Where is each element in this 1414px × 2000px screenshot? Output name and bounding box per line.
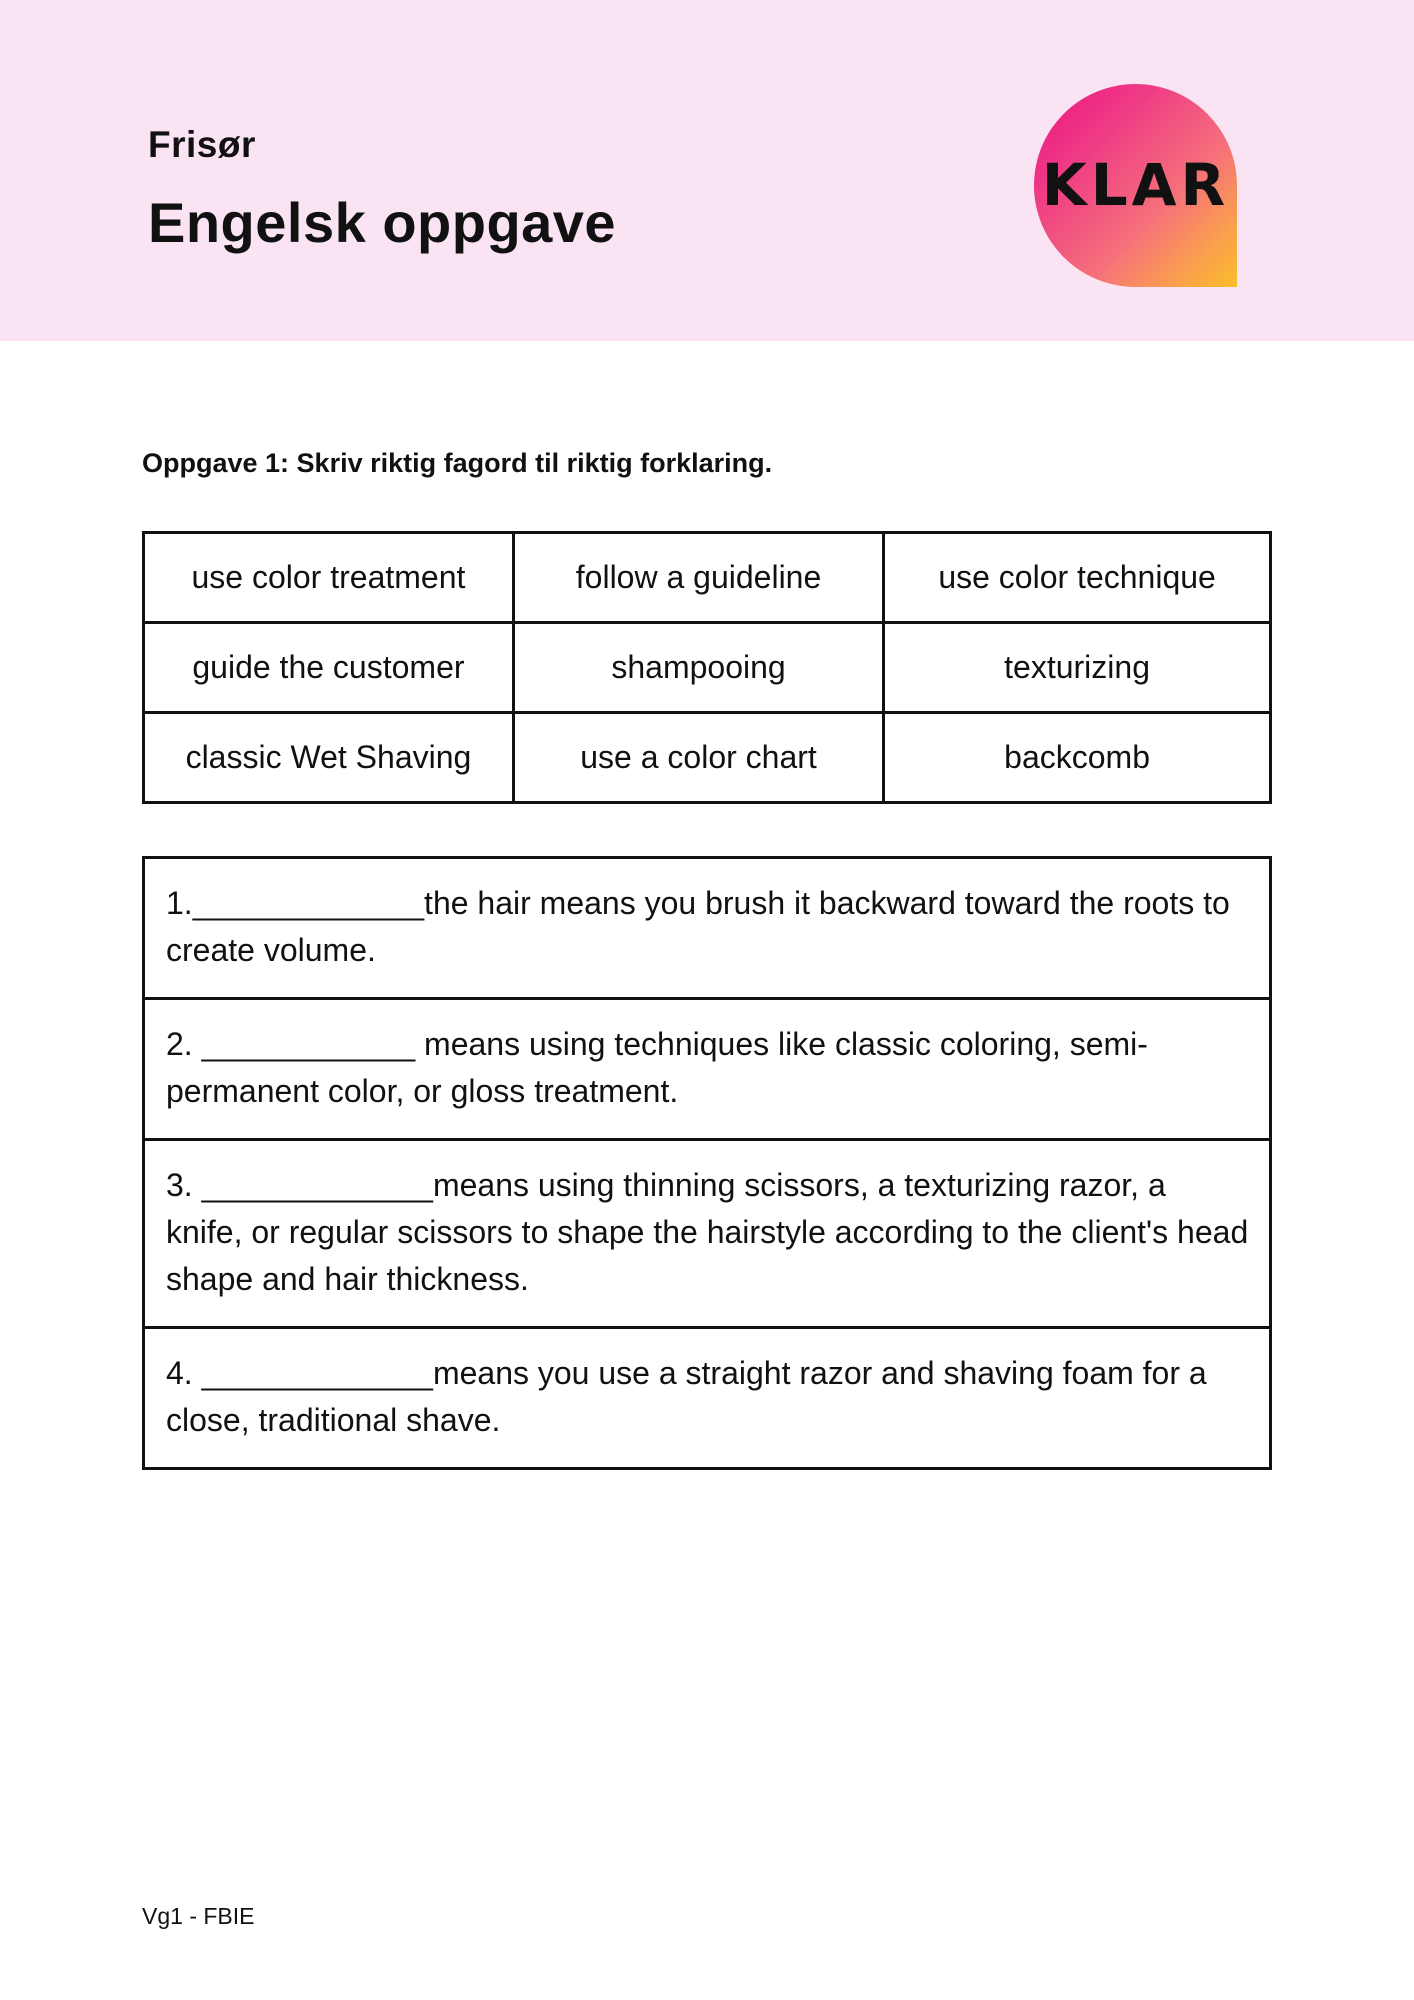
word-bank-table [142, 531, 1272, 804]
klar-logo [1034, 84, 1237, 287]
word-bank-cell: use color technique [884, 533, 1271, 623]
sentence-row [144, 999, 1271, 1140]
word-bank-cell: shampooing [513, 623, 883, 713]
word-bank-cell: classic Wet Shaving [144, 713, 514, 803]
word-bank-cell: use a color chart [513, 713, 883, 803]
subject-label: Frisør [148, 124, 256, 165]
word-bank-row [144, 533, 1271, 623]
page-title: Engelsk oppgave [148, 191, 617, 254]
task-heading: Oppgave 1: Skriv riktig fagord til riktig forklaring. [142, 448, 773, 478]
sentence-cell: 2. ____________ means using techniques like classic coloring, semi-permanent color, or gloss treatment. [144, 999, 1271, 1140]
sentence-row [144, 1140, 1271, 1328]
word-bank-cell: use color treatment [144, 533, 514, 623]
word-bank-cell: backcomb [884, 713, 1271, 803]
logo-text: KLAR [1041, 151, 1230, 219]
sentence-table [142, 856, 1272, 1470]
word-bank-cell: guide the customer [144, 623, 514, 713]
sentence-cell: 3. _____________means using thinning scissors, a texturizing razor, a knife, or regular scissors to shape the hairstyle according to the client's head shape and hair thickness. [144, 1140, 1271, 1328]
header-band [0, 0, 1414, 341]
word-bank-row [144, 713, 1271, 803]
sentence-cell: 4. _____________means you use a straight razor and shaving foam for a close, traditional shave. [144, 1328, 1271, 1469]
word-bank-cell: texturizing [884, 623, 1271, 713]
word-bank-cell: follow a guideline [513, 533, 883, 623]
footer-label: Vg1 - FBIE [142, 1903, 255, 1929]
sentence-cell: 1._____________the hair means you brush it backward toward the roots to create volume. [144, 858, 1271, 999]
sentence-row [144, 858, 1271, 999]
word-bank-row [144, 623, 1271, 713]
sentence-row [144, 1328, 1271, 1469]
